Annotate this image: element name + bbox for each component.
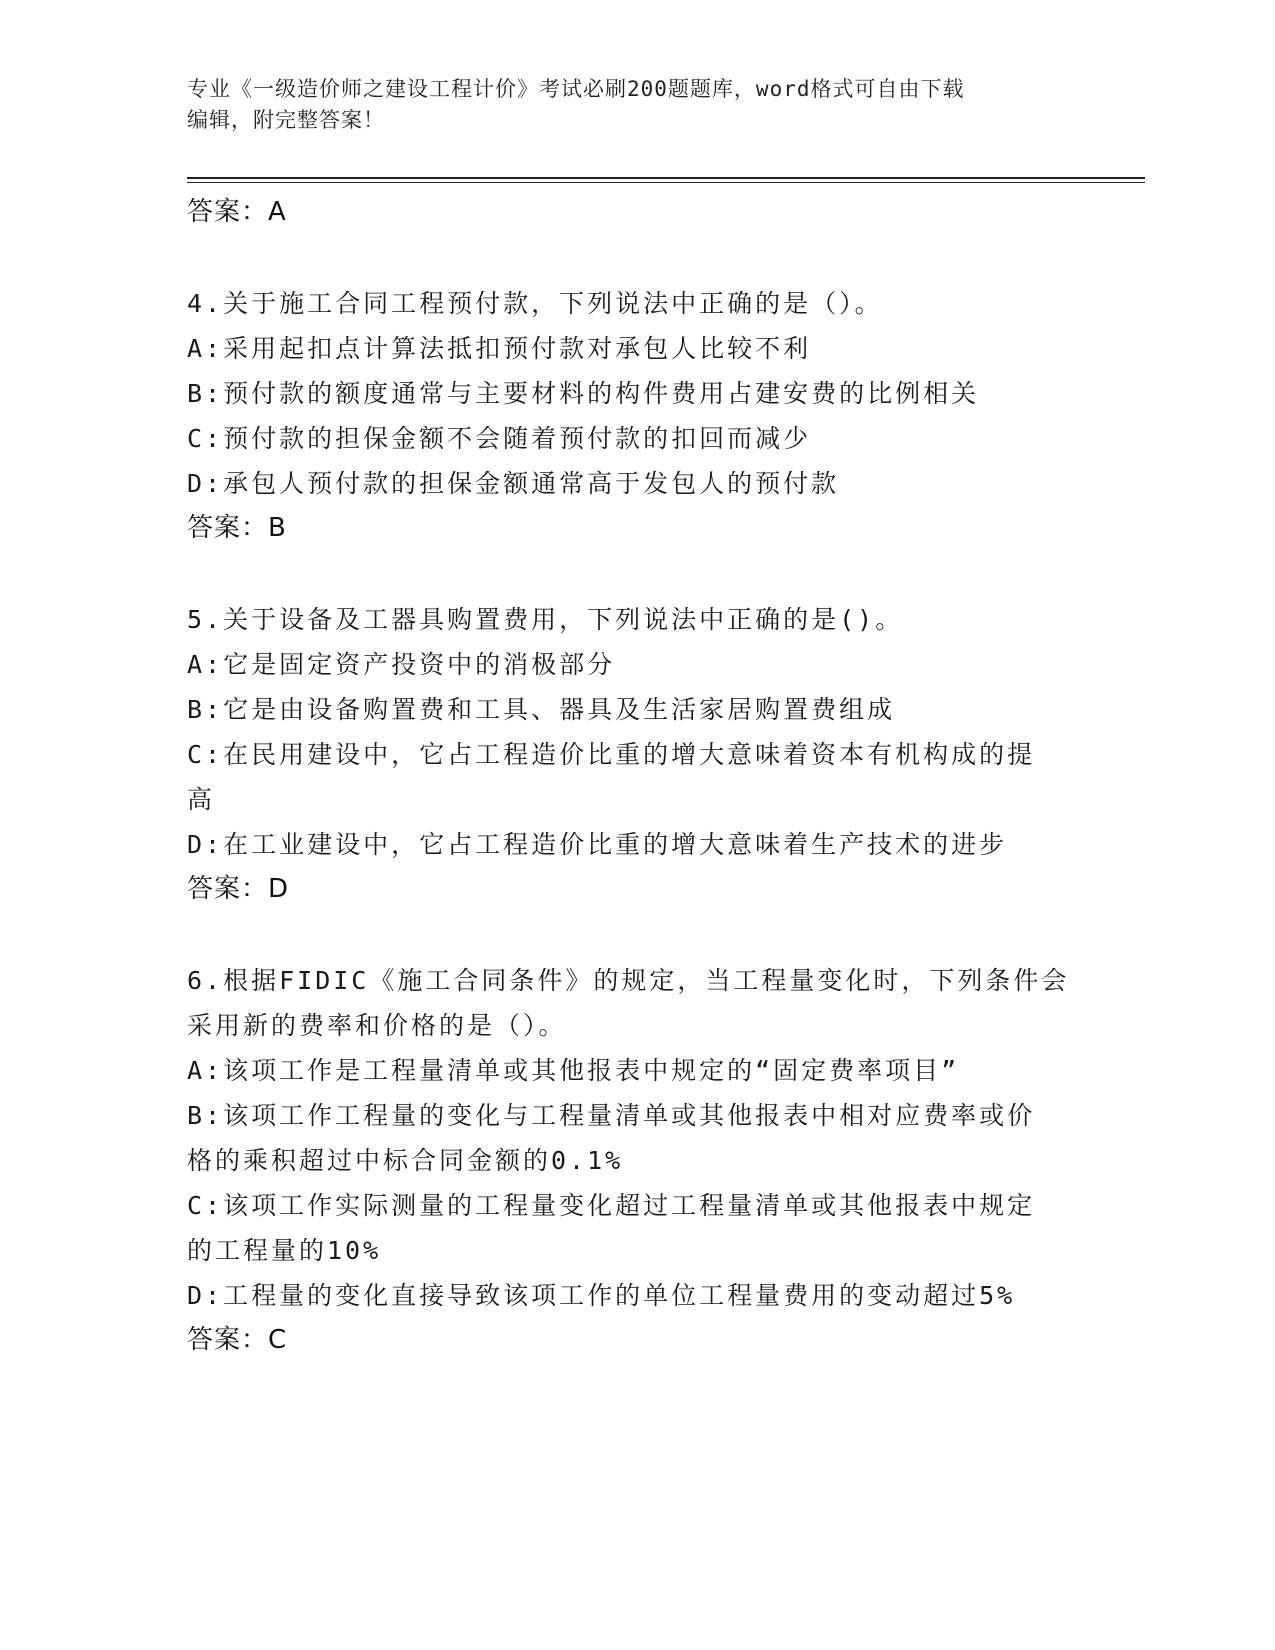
answer-line: 答案：D	[187, 874, 290, 904]
option-d: D:工程量的变化直接导致该项工作的单位工程量费用的变动超过5%	[187, 1281, 1016, 1310]
option-b: B:它是由设备购置费和工具、器具及生活家居购置费组成	[187, 695, 896, 724]
option-c: C:在民用建设中，它占工程造价比重的增大意味着资本有机构成的提	[187, 740, 1036, 769]
document-body	[187, 190, 1087, 1363]
answer-line: 答案：C	[187, 1325, 288, 1355]
option-b: B:该项工作工程量的变化与工程量清单或其他报表中相对应费率或价	[187, 1101, 1036, 1130]
question-text: 5.关于设备及工器具购置费用，下列说法中正确的是()。	[187, 605, 904, 634]
option-c-continued: 高	[187, 785, 216, 814]
option-b: B:预付款的额度通常与主要材料的构件费用占建安费的比例相关	[187, 379, 980, 408]
answer-line: 答案：A	[187, 197, 287, 227]
header-line-2: 编辑，附完整答案！	[187, 108, 385, 132]
spacer	[187, 551, 1087, 597]
option-a: A:采用起扣点计算法抵扣预付款对承包人比较不利	[187, 334, 812, 363]
option-a: A:该项工作是工程量清单或其他报表中规定的“固定费率项目”	[187, 1056, 960, 1085]
option-c: C:该项工作实际测量的工程量变化超过工程量清单或其他报表中规定	[187, 1191, 1036, 1220]
option-d: D:承包人预付款的担保金额通常高于发包人的预付款	[187, 469, 840, 498]
header-line-1: 专业《一级造价师之建设工程计价》考试必刷200题题库，word格式可自由下载	[187, 77, 965, 101]
question-text: 6.根据FIDIC《施工合同条件》的规定，当工程量变化时，下列条件会	[187, 966, 1070, 995]
option-c: C:预付款的担保金额不会随着预付款的扣回而减少	[187, 424, 812, 453]
question-block	[187, 597, 1087, 912]
question-text: 4.关于施工合同工程预付款，下列说法中正确的是（）。	[187, 289, 883, 318]
option-d: D:在工业建设中，它占工程造价比重的增大意味着生产技术的进步	[187, 830, 1008, 859]
header-rule-thin	[187, 182, 1145, 183]
option-b-continued: 格的乘积超过中标合同金额的0.1%	[187, 1146, 624, 1175]
spacer	[187, 912, 1087, 958]
question-text-continued: 采用新的费率和价格的是（）。	[187, 1011, 567, 1040]
header-rule-thick	[187, 177, 1145, 179]
question-block	[187, 958, 1087, 1363]
option-c-continued: 的工程量的10%	[187, 1236, 382, 1265]
document-header	[187, 74, 1087, 136]
question-block	[187, 281, 1087, 551]
option-a: A:它是固定资产投资中的消极部分	[187, 650, 616, 679]
answer-line: 答案：B	[187, 513, 287, 543]
spacer	[187, 235, 1087, 281]
